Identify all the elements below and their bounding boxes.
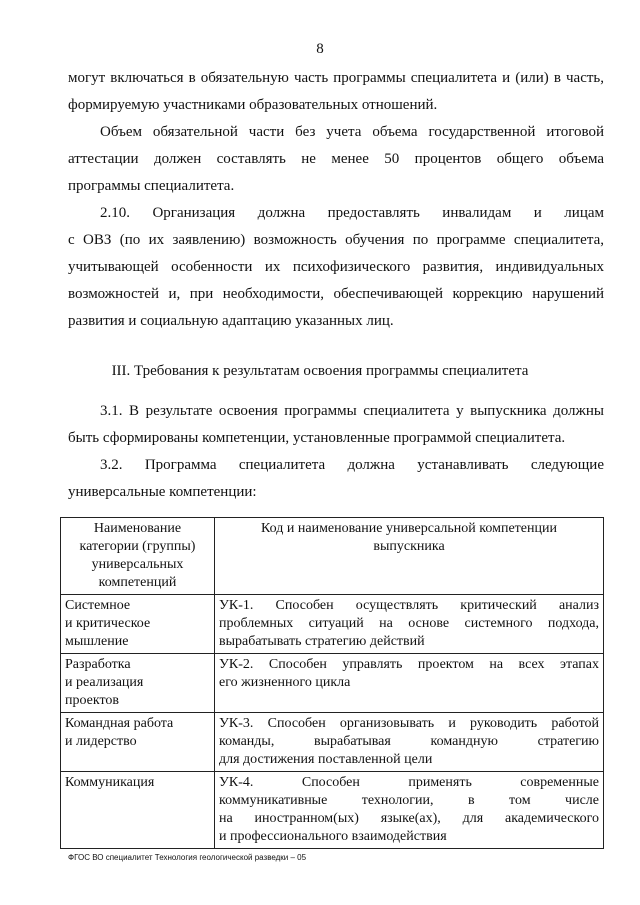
- cell-line: проектов: [65, 693, 120, 708]
- cell-line: на иностранном(ых) языке(ах), для академического: [219, 811, 599, 826]
- cell-line: вырабатывать стратегию действий: [219, 634, 425, 649]
- text-line: универсальные компетенции:: [68, 484, 257, 500]
- table-row: [61, 654, 604, 713]
- cell-line: УК-2. Способен управлять проектом на всех этапах: [219, 657, 599, 672]
- table-row: [61, 595, 604, 654]
- paragraph-2: [68, 119, 604, 200]
- cell-line: категории (группы): [79, 539, 196, 554]
- cell-line: компетенций: [98, 575, 177, 590]
- cell-line: УК-3. Способен организовывать и руководить работой: [219, 716, 599, 731]
- cell-line: УК-4. Способен применять современные: [219, 775, 599, 790]
- text-line: аттестации должен составлять не менее 50 процентов общего объема: [68, 151, 604, 167]
- paragraph-3: [68, 200, 604, 335]
- cell-line: коммуникативные технологии, в том числе: [219, 793, 599, 808]
- competence-cell: [215, 713, 604, 772]
- table-header-row: [61, 518, 604, 595]
- cell-line: его жизненного цикла: [219, 675, 351, 690]
- text-line: Объем обязательной части без учета объема государственной итоговой: [100, 124, 604, 140]
- category-cell: [61, 595, 215, 654]
- cell-line: Код и наименование универсальной компетенции: [261, 521, 557, 536]
- cell-line: УК-1. Способен осуществлять критический анализ: [219, 598, 599, 613]
- page-number: 8: [316, 41, 324, 57]
- cell-line: мышление: [65, 634, 129, 649]
- text-line: возможностей и, при необходимости, обеспечивающей коррекцию нарушений: [68, 286, 604, 302]
- cell-line: Наименование: [93, 521, 182, 536]
- cell-line: и критическое: [65, 616, 151, 631]
- paragraph-1: [68, 65, 604, 119]
- section-heading: III. Требования к результатам освоения программы специалитета: [111, 363, 529, 379]
- cell-line: и профессионального взаимодействия: [219, 829, 447, 844]
- text-line: программы специалитета.: [68, 178, 235, 194]
- paragraph-4: [68, 398, 604, 452]
- category-cell: [61, 772, 215, 849]
- competence-cell: [215, 654, 604, 713]
- category-cell: [61, 713, 215, 772]
- text-line: учитывающей особенности их психофизического развития, индивидуальных: [68, 259, 604, 275]
- table-row: [61, 772, 604, 849]
- text-line: развития и социальную адаптацию указанных лиц.: [68, 313, 394, 329]
- competencies-table: [60, 517, 604, 849]
- text-line: быть сформированы компетенции, установленные программой специалитета.: [68, 430, 566, 446]
- cell-line: проблемных ситуаций на основе системного подхода,: [219, 616, 599, 631]
- cell-line: Коммуникация: [65, 775, 155, 790]
- text-line: с ОВЗ (по их заявлению) возможность обучения по программе специалитета,: [68, 232, 604, 248]
- cell-line: Командная работа: [65, 716, 174, 731]
- text-line: могут включаться в обязательную часть программы специалитета и (или) в часть,: [68, 70, 604, 86]
- footer-text: ФГОС ВО специалитет Технология геологической разведки – 05: [68, 853, 307, 862]
- header-category: [61, 518, 215, 595]
- cell-line: команды, вырабатывая командную стратегию: [219, 734, 599, 749]
- cell-line: выпускника: [373, 539, 445, 554]
- cell-line: и лидерство: [65, 734, 137, 749]
- cell-line: Системное: [65, 598, 131, 613]
- paragraph-5: [68, 452, 604, 506]
- header-competence: [215, 518, 604, 595]
- table-row: [61, 713, 604, 772]
- text-line: 3.2. Программа специалитета должна устанавливать следующие: [100, 457, 604, 473]
- text-line: 3.1. В результате освоения программы специалитета у выпускника должны: [100, 403, 604, 419]
- category-cell: [61, 654, 215, 713]
- cell-line: универсальных: [91, 557, 184, 572]
- competence-cell: [215, 595, 604, 654]
- text-line: формируемую участниками образовательных отношений.: [68, 97, 438, 113]
- cell-line: Разработка: [65, 657, 131, 672]
- cell-line: и реализация: [65, 675, 144, 690]
- text-line: 2.10. Организация должна предоставлять инвалидам и лицам: [100, 205, 604, 221]
- competence-cell: [215, 772, 604, 849]
- cell-line: для достижения поставленной цели: [219, 752, 433, 767]
